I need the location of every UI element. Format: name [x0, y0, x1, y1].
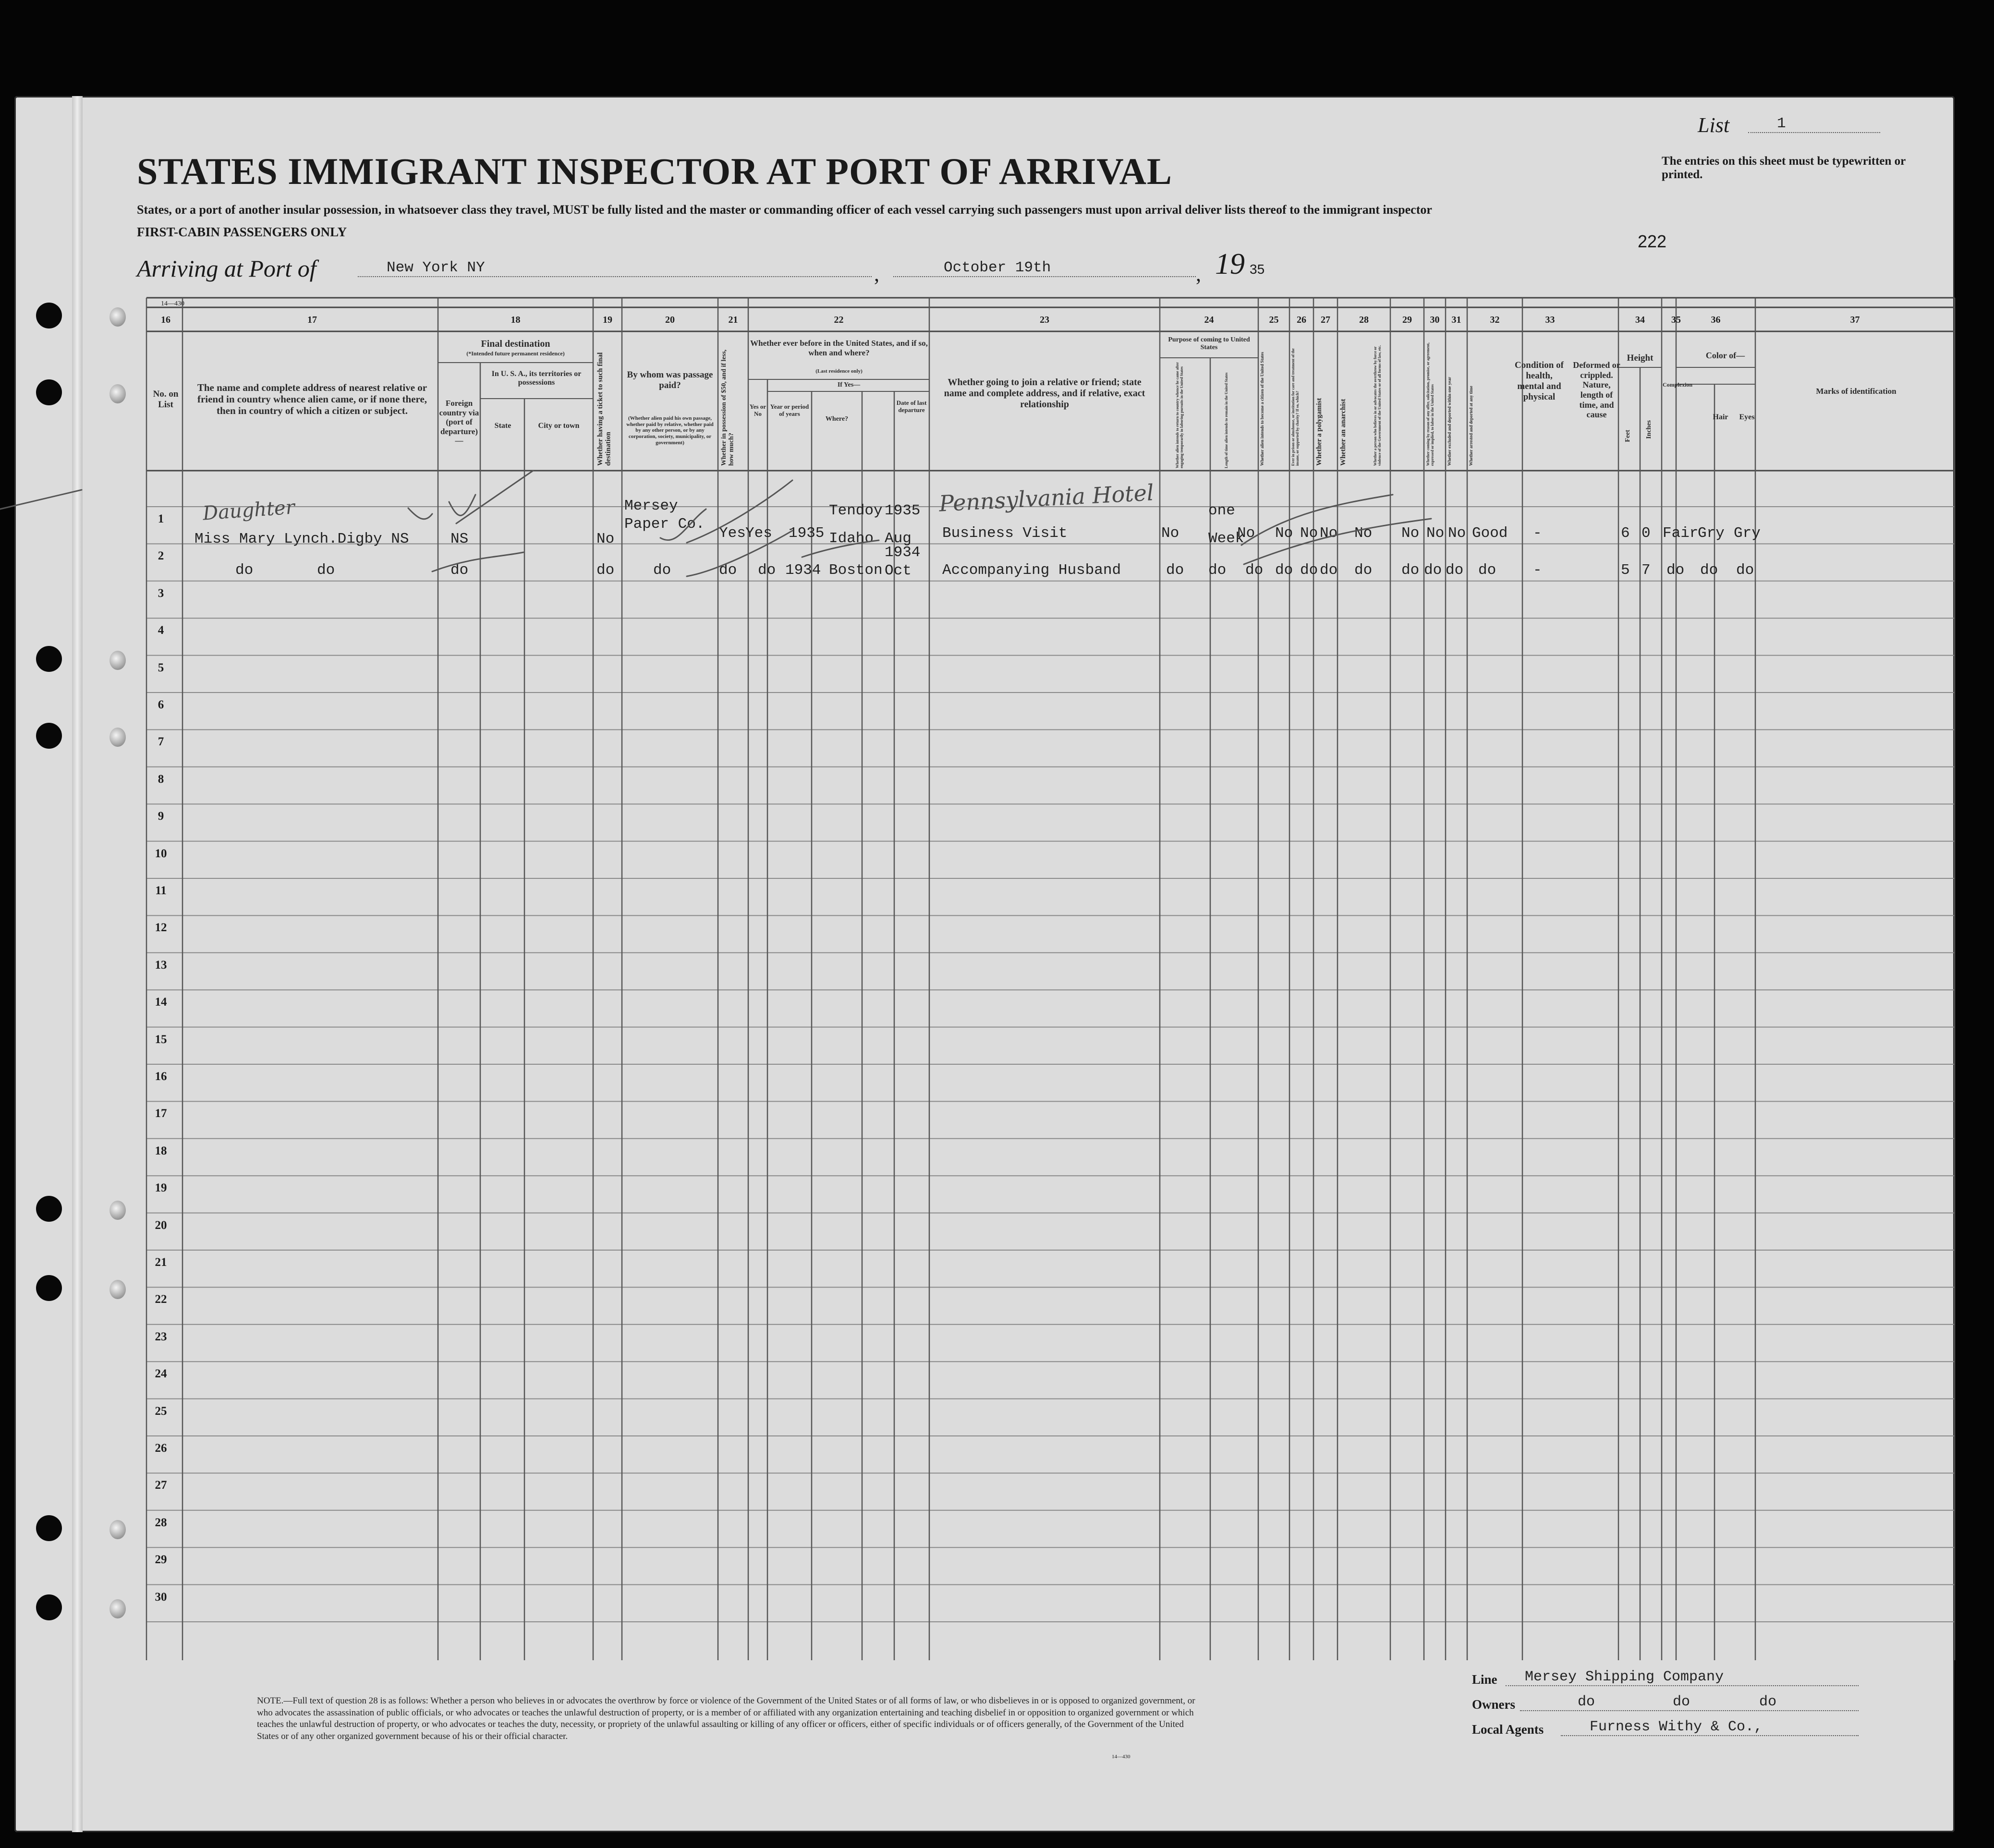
row2-return-intent: do: [1166, 562, 1184, 579]
class-line: FIRST-CABIN PASSENGERS ONLY: [137, 225, 347, 239]
column-number: 22: [834, 315, 844, 325]
row2-year: 1934: [785, 562, 821, 579]
form-code: 14—430: [161, 300, 184, 307]
row-number: 17: [155, 1107, 167, 1120]
row1-year: 1935: [789, 525, 825, 542]
row1-health: Good: [1472, 525, 1508, 542]
header-foreign-country: Foreign country via (port of departure)—: [439, 399, 479, 446]
row1-offer: No: [1401, 525, 1420, 542]
column-number: 33: [1545, 315, 1555, 325]
header-overthrow: Whether a person who believes in or advocates the overthrow by force or violence of the Government of the United States or of all forms of law, etc.: [1373, 345, 1382, 466]
header-feet: Feet: [1624, 430, 1631, 442]
row-number: 28: [155, 1516, 167, 1529]
row2-length: do: [1208, 562, 1227, 579]
list-number: 1: [1748, 115, 1880, 133]
row2-eyes: do: [1736, 562, 1754, 579]
row-number: 18: [155, 1144, 167, 1157]
column-number: 26: [1297, 315, 1306, 325]
row1-return-intent: No: [1161, 525, 1179, 542]
row-number: 12: [155, 921, 167, 935]
row2-relative-a: do: [235, 562, 254, 579]
row2-excluded: do: [1424, 562, 1442, 579]
header-length-of-stay: Length of time alien intends to remain in the United States: [1224, 372, 1228, 468]
column-number: 28: [1359, 315, 1369, 325]
row2-relative-b: do: [317, 562, 335, 579]
column-number: 27: [1321, 315, 1330, 325]
row1-paid-by: Mersey Paper Co.: [624, 498, 705, 533]
row1-citizen: No: [1237, 525, 1255, 542]
row-number: 15: [155, 1033, 167, 1046]
row-number: 19: [155, 1181, 167, 1195]
row-number: 3: [158, 586, 164, 600]
header-labor-offer: Whether coming by reason of any offer, solicitation, promise, or agreement, expressed or implied, to labor in the United States: [1426, 342, 1435, 466]
row-number: 10: [155, 847, 167, 860]
row2-where: Boston: [829, 562, 883, 579]
header-passage-paid-sub: (Whether alien paid his own passage, whether paid by relative, whether paid by any other person, or by any corporation, society, municipality, or government): [626, 415, 714, 446]
column-number: 20: [665, 315, 675, 325]
manifest-sheet: [14, 96, 1955, 1832]
row2-before: do: [758, 562, 776, 579]
row1-where: Tendoy Idaho: [829, 502, 883, 547]
header-excluded: Whether excluded and deported within one year: [1447, 377, 1452, 466]
column-number: 31: [1451, 315, 1461, 325]
comma: ,: [874, 262, 879, 286]
header-city: City or town: [538, 422, 580, 430]
row-number: 26: [155, 1442, 167, 1455]
row-number: 30: [155, 1590, 167, 1604]
column-number: 32: [1490, 315, 1500, 325]
row1-length: one Week: [1208, 502, 1244, 547]
column-number: 24: [1204, 315, 1214, 325]
header-complexion: Complexion: [1663, 381, 1693, 388]
header-anarchist: Whether an anarchist: [1339, 399, 1347, 466]
row-number: 14: [155, 996, 167, 1009]
row1-eyes: Gry: [1734, 525, 1761, 542]
column-number: 17: [307, 315, 317, 325]
row2-departure: 1934 Oct: [885, 544, 921, 579]
row1-overthrow: No: [1354, 525, 1373, 542]
row1-ticket: No: [596, 531, 615, 547]
row-number: 25: [155, 1404, 167, 1418]
row1-inches: 0: [1641, 525, 1651, 542]
handwritten-hotel: Pennsylvania Hotel: [938, 479, 1155, 517]
agents-label: Local Agents: [1472, 1722, 1544, 1737]
column-number: 36: [1711, 315, 1721, 325]
header-before-in-us: Whether ever before in the United States, and if so, when and where?: [750, 339, 928, 357]
footnote: NOTE.—Full text of question 28 is as follows: Whether a person who believes in or advocates the overthrow by force or violence of the Government of the United States or of all forms of law, or who disbelieves in or is opposed to organized government, or who advocates the assassination of public officials, or who advocates or teaches the unlawful destruction of property, or is a member of or affiliated with any organization entertaining and teaching disbelief in or opposition to organized government or which teaches the unlawful destruction of property, or who advocates or teaches the duty, necessity, or propriety of the unlawful assaulting or killing of any officer or officers, either of specific individuals or of officers generally, of the Government of the United States or of any other organized government because of his or their official character.: [257, 1696, 1195, 1742]
row-number: 4: [158, 624, 164, 637]
row1-hair: Gry: [1698, 525, 1725, 542]
header-state: State: [494, 422, 511, 430]
row-number: 1: [158, 512, 164, 525]
header-inches: Inches: [1645, 420, 1653, 439]
row1-departure: 1935 Aug: [885, 502, 921, 547]
row2-ticket: do: [596, 562, 615, 579]
page-code: 222: [1638, 231, 1667, 251]
owners-value: do do do: [1520, 1694, 1859, 1711]
row-number: 27: [155, 1479, 167, 1492]
header-yes-no: Yes or No: [749, 403, 766, 417]
row2-hair: do: [1700, 562, 1718, 579]
row1-foreign-country: NS: [450, 531, 469, 547]
header-no-on-list: No. on List: [153, 389, 179, 410]
row-number: 7: [158, 735, 164, 749]
row1-arrested: No: [1448, 525, 1466, 542]
column-number: 16: [161, 315, 170, 325]
header-health: Condition of health, mental and physical: [1515, 360, 1564, 402]
row-number: 16: [155, 1070, 167, 1083]
column-number: 35: [1671, 315, 1681, 325]
header-year: Year or period of years: [770, 403, 809, 417]
header-marks: Marks of identification: [1816, 387, 1897, 396]
row2-deformed: -: [1533, 562, 1542, 579]
line-label: Line: [1472, 1672, 1497, 1687]
header-hair: Hair: [1713, 413, 1728, 421]
row-number: 8: [158, 772, 164, 786]
row1-relative: Miss Mary Lynch.Digby NS: [195, 531, 409, 547]
footer-form-code: 14—430: [1112, 1754, 1131, 1760]
row2-polygamist: do: [1300, 562, 1318, 579]
header-departure: Date of last departure: [896, 399, 927, 413]
header-join-relative: Whether going to join a relative or friend; state name and complete address, and if relative, exact relationship: [944, 377, 1145, 410]
row-number: 5: [158, 661, 164, 674]
header-color-of: Color of—: [1705, 351, 1745, 360]
list-label: List: [1698, 113, 1730, 137]
table-grid: [14, 96, 1955, 1832]
row2-complexion: do: [1666, 562, 1685, 579]
header-fifty-dollars: Whether in possession of $50, and if less, how much?: [720, 349, 735, 466]
row2-anarchist: do: [1320, 562, 1338, 579]
header-return-intent: Whether alien intends to return to country whence he came after engaging temporarily in laboring pursuits in the United States: [1175, 362, 1184, 468]
column-number: 23: [1040, 315, 1049, 325]
row2-feet: 5: [1621, 562, 1630, 579]
header-ticket: Whether having a ticket to such final destination: [596, 352, 612, 466]
column-number: 34: [1635, 315, 1645, 325]
year-suffix: 35: [1250, 262, 1265, 277]
header-final-destination: Final destination: [481, 339, 550, 349]
row-number: 9: [158, 810, 164, 823]
column-number: 18: [511, 315, 521, 325]
header-polygamist: Whether a polygamist: [1315, 398, 1323, 466]
row1-prison: No: [1275, 525, 1293, 542]
line-value: Mersey Shipping Company: [1506, 1669, 1859, 1686]
row-number: 23: [155, 1330, 167, 1343]
header-where: Where?: [825, 415, 849, 423]
row-number: 22: [155, 1293, 167, 1306]
row1-anarchist: No: [1320, 525, 1338, 542]
row-number: 2: [158, 549, 164, 563]
row2-fifty: do: [719, 562, 737, 579]
row-number: 21: [155, 1256, 167, 1269]
row-number: 29: [155, 1553, 167, 1567]
header-arrested: Whether arrested and deported at any time: [1469, 386, 1473, 466]
column-number: 29: [1402, 315, 1412, 325]
column-number: 19: [603, 315, 612, 325]
header-usa: In U. S. A., its territories or possessions: [491, 370, 582, 387]
column-number: 21: [728, 315, 738, 325]
header-eyes: Eyes: [1739, 413, 1755, 421]
header-before-in-us-sub: (Last residence only): [815, 368, 863, 374]
header-height: Height: [1627, 353, 1654, 363]
header-relative: The name and complete address of nearest relative or friend in country whence alien came, or if none there, then in country of which a citizen or subject.: [197, 382, 427, 417]
typed-note: The entries on this sheet must be typewritten or printed.: [1662, 155, 1906, 181]
row-number: 6: [158, 698, 164, 711]
row2-overthrow: do: [1354, 562, 1373, 579]
comma: ,: [1196, 262, 1201, 286]
row2-join: Accompanying Husband: [942, 562, 1121, 579]
row2-prison: do: [1275, 562, 1293, 579]
row1-polygamist: No: [1300, 525, 1318, 542]
row1-before: Yes: [745, 525, 772, 542]
row2-citizen: do: [1245, 562, 1264, 579]
header-deformed: Deformed or crippled. Nature, length of time, and cause: [1573, 360, 1620, 420]
row1-complexion: Fair: [1663, 525, 1699, 542]
row1-excluded: No: [1426, 525, 1445, 542]
column-number: 25: [1269, 315, 1279, 325]
row2-health: do: [1478, 562, 1496, 579]
row1-fifty: Yes: [719, 525, 746, 542]
form-title: STATES IMMIGRANT INSPECTOR AT PORT OF ARRIVAL: [137, 150, 1172, 192]
row-number: 13: [155, 958, 167, 972]
header-passage-paid: By whom was passage paid?: [627, 370, 713, 390]
column-number: 30: [1430, 315, 1440, 325]
agents-value: Furness Withy & Co.,: [1561, 1719, 1859, 1736]
header-if-yes: If Yes—: [837, 381, 861, 389]
row2-paid-by: do: [653, 562, 671, 579]
header-purpose: Purpose of coming to United States: [1168, 336, 1250, 352]
row1-deformed: -: [1533, 525, 1542, 542]
header-final-destination-sub: (*Intended future permanent residence): [466, 350, 565, 357]
column-number: 37: [1850, 315, 1860, 325]
row-number: 24: [155, 1367, 167, 1381]
row1-feet: 6: [1621, 525, 1630, 542]
header-citizen: Whether alien intends to become a citizen of the United States: [1260, 352, 1264, 466]
row1-join: Business Visit: [942, 525, 1068, 542]
header-prison: Ever in prison or almshouse, or institution for care and treatment of the insane, or supported by charity? If so, which?: [1291, 348, 1300, 466]
owners-label: Owners: [1472, 1697, 1515, 1712]
row2-foreign-country: do: [450, 562, 469, 579]
row-number: 11: [155, 884, 167, 897]
year-prefix: 19: [1215, 248, 1245, 280]
date-value: October 19th: [893, 259, 1196, 277]
handwritten-daughter: Daughter: [202, 496, 296, 525]
row2-offer: do: [1401, 562, 1420, 579]
row2-arrested: do: [1446, 562, 1464, 579]
port-value: New York NY: [358, 259, 872, 277]
row2-inches: 7: [1641, 562, 1651, 579]
form-subtitle: States, or a port of another insular possession, in whatsoever class they travel, MUST be fully listed and the master or commanding officer of each vessel carrying such passengers must upon arrival deliver lists thereof to the immigrant inspector: [137, 203, 1432, 217]
row-number: 20: [155, 1218, 167, 1232]
arriving-label: Arriving at Port of: [137, 255, 316, 282]
